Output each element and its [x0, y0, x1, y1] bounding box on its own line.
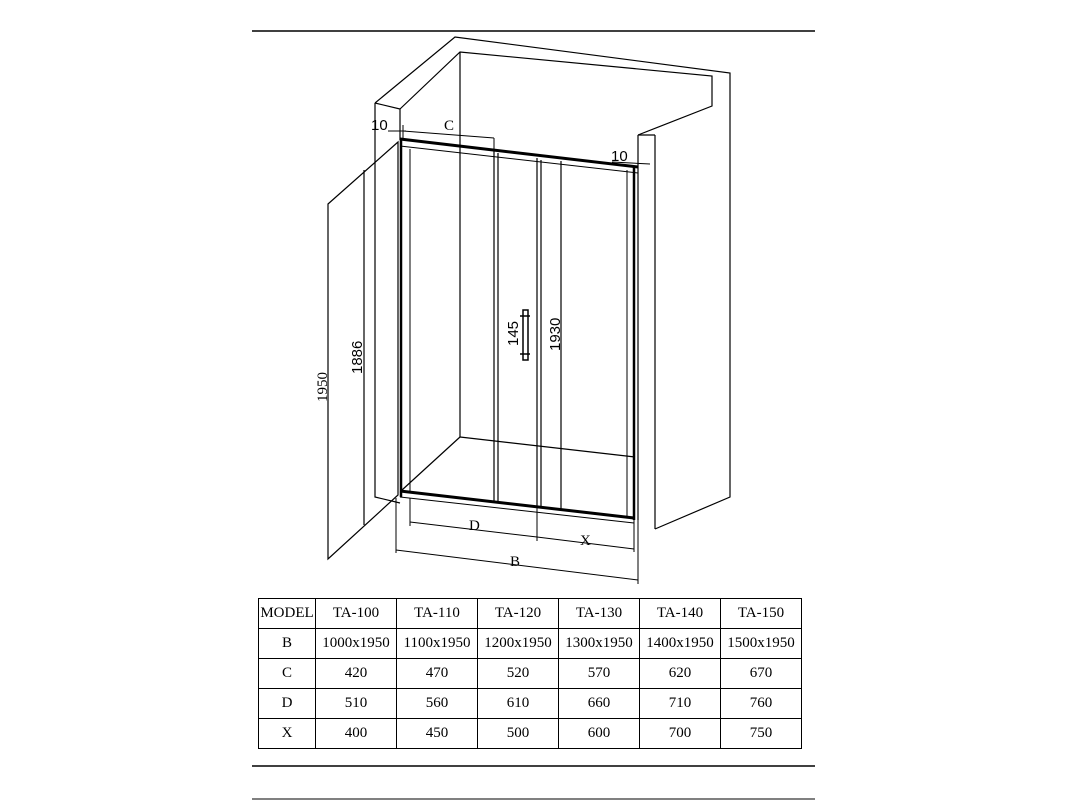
dim-label-c: C	[444, 118, 455, 134]
header-cell-model: MODEL	[259, 599, 316, 629]
header-cell: TA-120	[478, 599, 559, 629]
table-cell: 450	[397, 719, 478, 749]
header-cell: TA-130	[559, 599, 640, 629]
table-cell: 520	[478, 659, 559, 689]
table-row	[259, 719, 802, 749]
dim-label-glass-height: 1886	[349, 340, 366, 374]
table-cell: 670	[721, 659, 802, 689]
table-cell: 610	[478, 689, 559, 719]
dim-label-x: X	[580, 533, 591, 549]
table-cell: 470	[397, 659, 478, 689]
dim-label-right-gap: 10	[611, 148, 628, 165]
table-cell: 710	[640, 689, 721, 719]
row-label: X	[259, 719, 316, 749]
table-cell: 1000x1950	[316, 629, 397, 659]
table-cell: 760	[721, 689, 802, 719]
table-cell: 570	[559, 659, 640, 689]
table-cell: 1200x1950	[478, 629, 559, 659]
header-cell: TA-100	[316, 599, 397, 629]
dim-label-d: D	[469, 518, 480, 534]
header-cell: TA-150	[721, 599, 802, 629]
dimension-b	[396, 498, 638, 584]
header-cell: TA-140	[640, 599, 721, 629]
table-cell: 620	[640, 659, 721, 689]
dim-label-handle: 145	[505, 320, 522, 346]
header-cell: TA-110	[397, 599, 478, 629]
enclosure-walls	[375, 37, 730, 529]
table-cell: 400	[316, 719, 397, 749]
dim-label-panel-height: 1950	[315, 372, 331, 402]
table-cell: 750	[721, 719, 802, 749]
table-cell: 660	[559, 689, 640, 719]
row-label: C	[259, 659, 316, 689]
table-cell: 420	[316, 659, 397, 689]
row-label: D	[259, 689, 316, 719]
table-cell: 1100x1950	[397, 629, 478, 659]
dim-label-frame-height: 1930	[547, 317, 564, 351]
row-label: B	[259, 629, 316, 659]
spec-table	[258, 598, 802, 749]
dim-label-left-gap: 10	[371, 117, 388, 134]
table-cell: 600	[559, 719, 640, 749]
table-cell: 1500x1950	[721, 629, 802, 659]
table-cell: 500	[478, 719, 559, 749]
table-cell: 700	[640, 719, 721, 749]
table-row	[259, 629, 802, 659]
table-row	[259, 659, 802, 689]
table-cell: 1400x1950	[640, 629, 721, 659]
table-cell: 1300x1950	[559, 629, 640, 659]
table-header-row	[259, 599, 802, 629]
table-cell: 560	[397, 689, 478, 719]
dim-label-b: B	[510, 554, 521, 570]
table-cell: 510	[316, 689, 397, 719]
table-row	[259, 689, 802, 719]
